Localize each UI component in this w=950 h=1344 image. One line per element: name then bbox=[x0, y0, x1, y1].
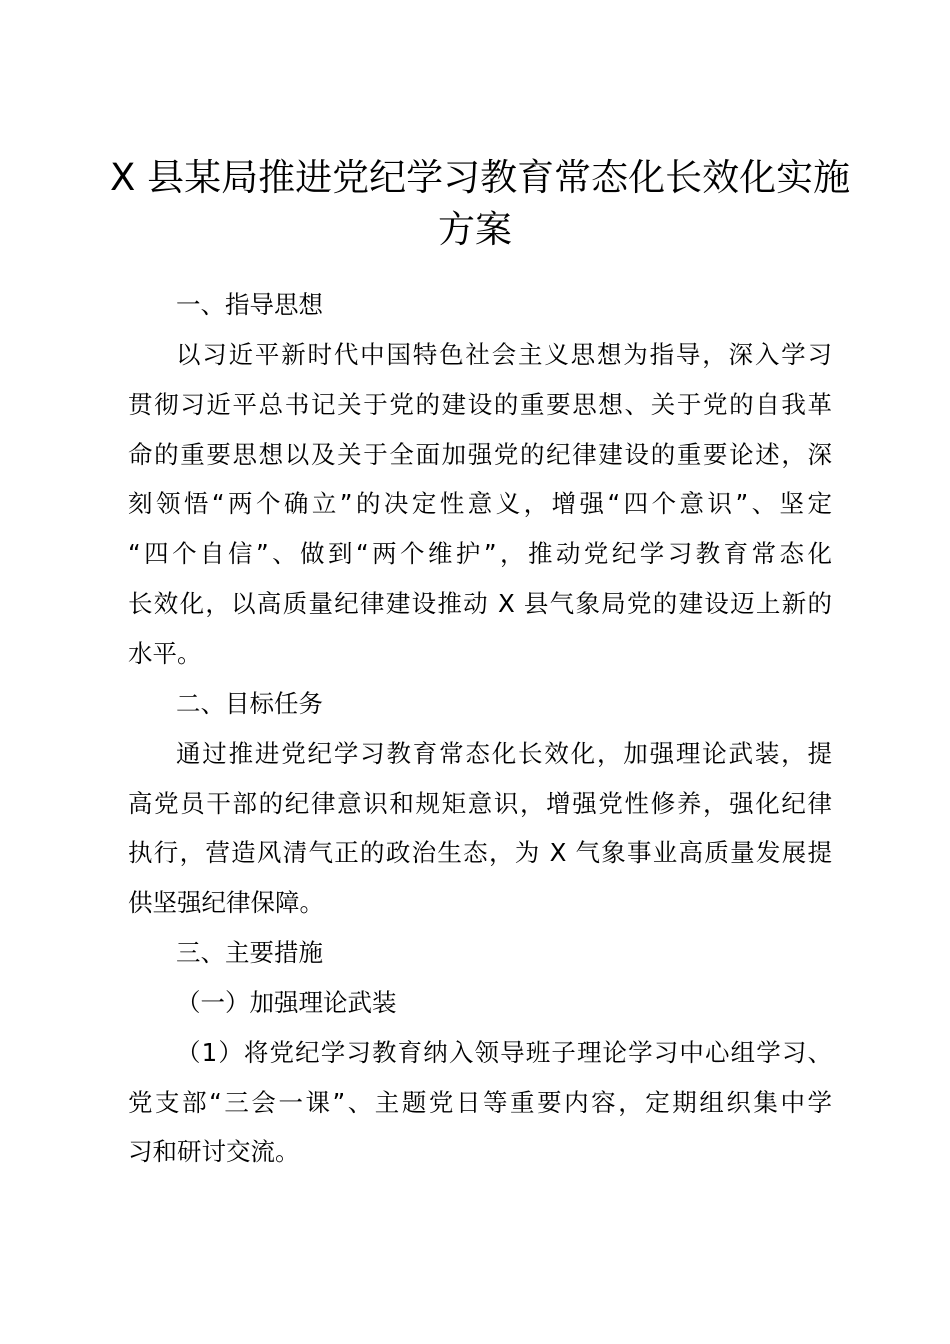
paragraph-line: “四个自信”、做到“两个维护”，推动党纪学习教育常态化 bbox=[128, 539, 832, 568]
section-heading-measures: 三、主要措施 bbox=[176, 938, 323, 967]
subsection-heading: （一）加强理论武装 bbox=[176, 988, 397, 1017]
paragraph-line: 以习近平新时代中国特色社会主义思想为指导，深入学习 bbox=[176, 340, 832, 369]
document-title-line-2: 方案 bbox=[438, 208, 512, 251]
paragraph-line: 水平。 bbox=[128, 639, 202, 668]
section-heading-guiding-ideology: 一、指导思想 bbox=[176, 290, 323, 319]
paragraph-line: 通过推进党纪学习教育常态化长效化，加强理论武装，提 bbox=[176, 739, 832, 768]
paragraph-line: 命的重要思想以及关于全面加强党的纪律建设的重要论述，深 bbox=[128, 440, 832, 469]
paragraph-line: 供坚强纪律保障。 bbox=[128, 888, 324, 917]
document-title-line-1: X 县某局推进党纪学习教育常态化长效化实施 bbox=[110, 156, 851, 199]
paragraph-line: 长效化，以高质量纪律建设推动 X 县气象局党的建设迈上新的 bbox=[128, 589, 832, 618]
paragraph-line: 党支部“三会一课”、主题党日等重要内容，定期组织集中学 bbox=[128, 1088, 832, 1117]
paragraph-line: 执行，营造风清气正的政治生态，为 X 气象事业高质量发展提 bbox=[128, 838, 832, 867]
paragraph-line: （1）将党纪学习教育纳入领导班子理论学习中心组学习、 bbox=[176, 1038, 832, 1067]
section-heading-goals: 二、目标任务 bbox=[176, 689, 323, 718]
paragraph-line: 高党员干部的纪律意识和规矩意识，增强党性修养，强化纪律 bbox=[128, 789, 832, 818]
paragraph-line: 刻领悟“两个确立”的决定性意义，增强“四个意识”、坚定 bbox=[128, 489, 832, 518]
paragraph-line: 贯彻习近平总书记关于党的建设的重要思想、关于党的自我革 bbox=[128, 390, 832, 419]
paragraph-line: 习和研讨交流。 bbox=[128, 1137, 300, 1166]
